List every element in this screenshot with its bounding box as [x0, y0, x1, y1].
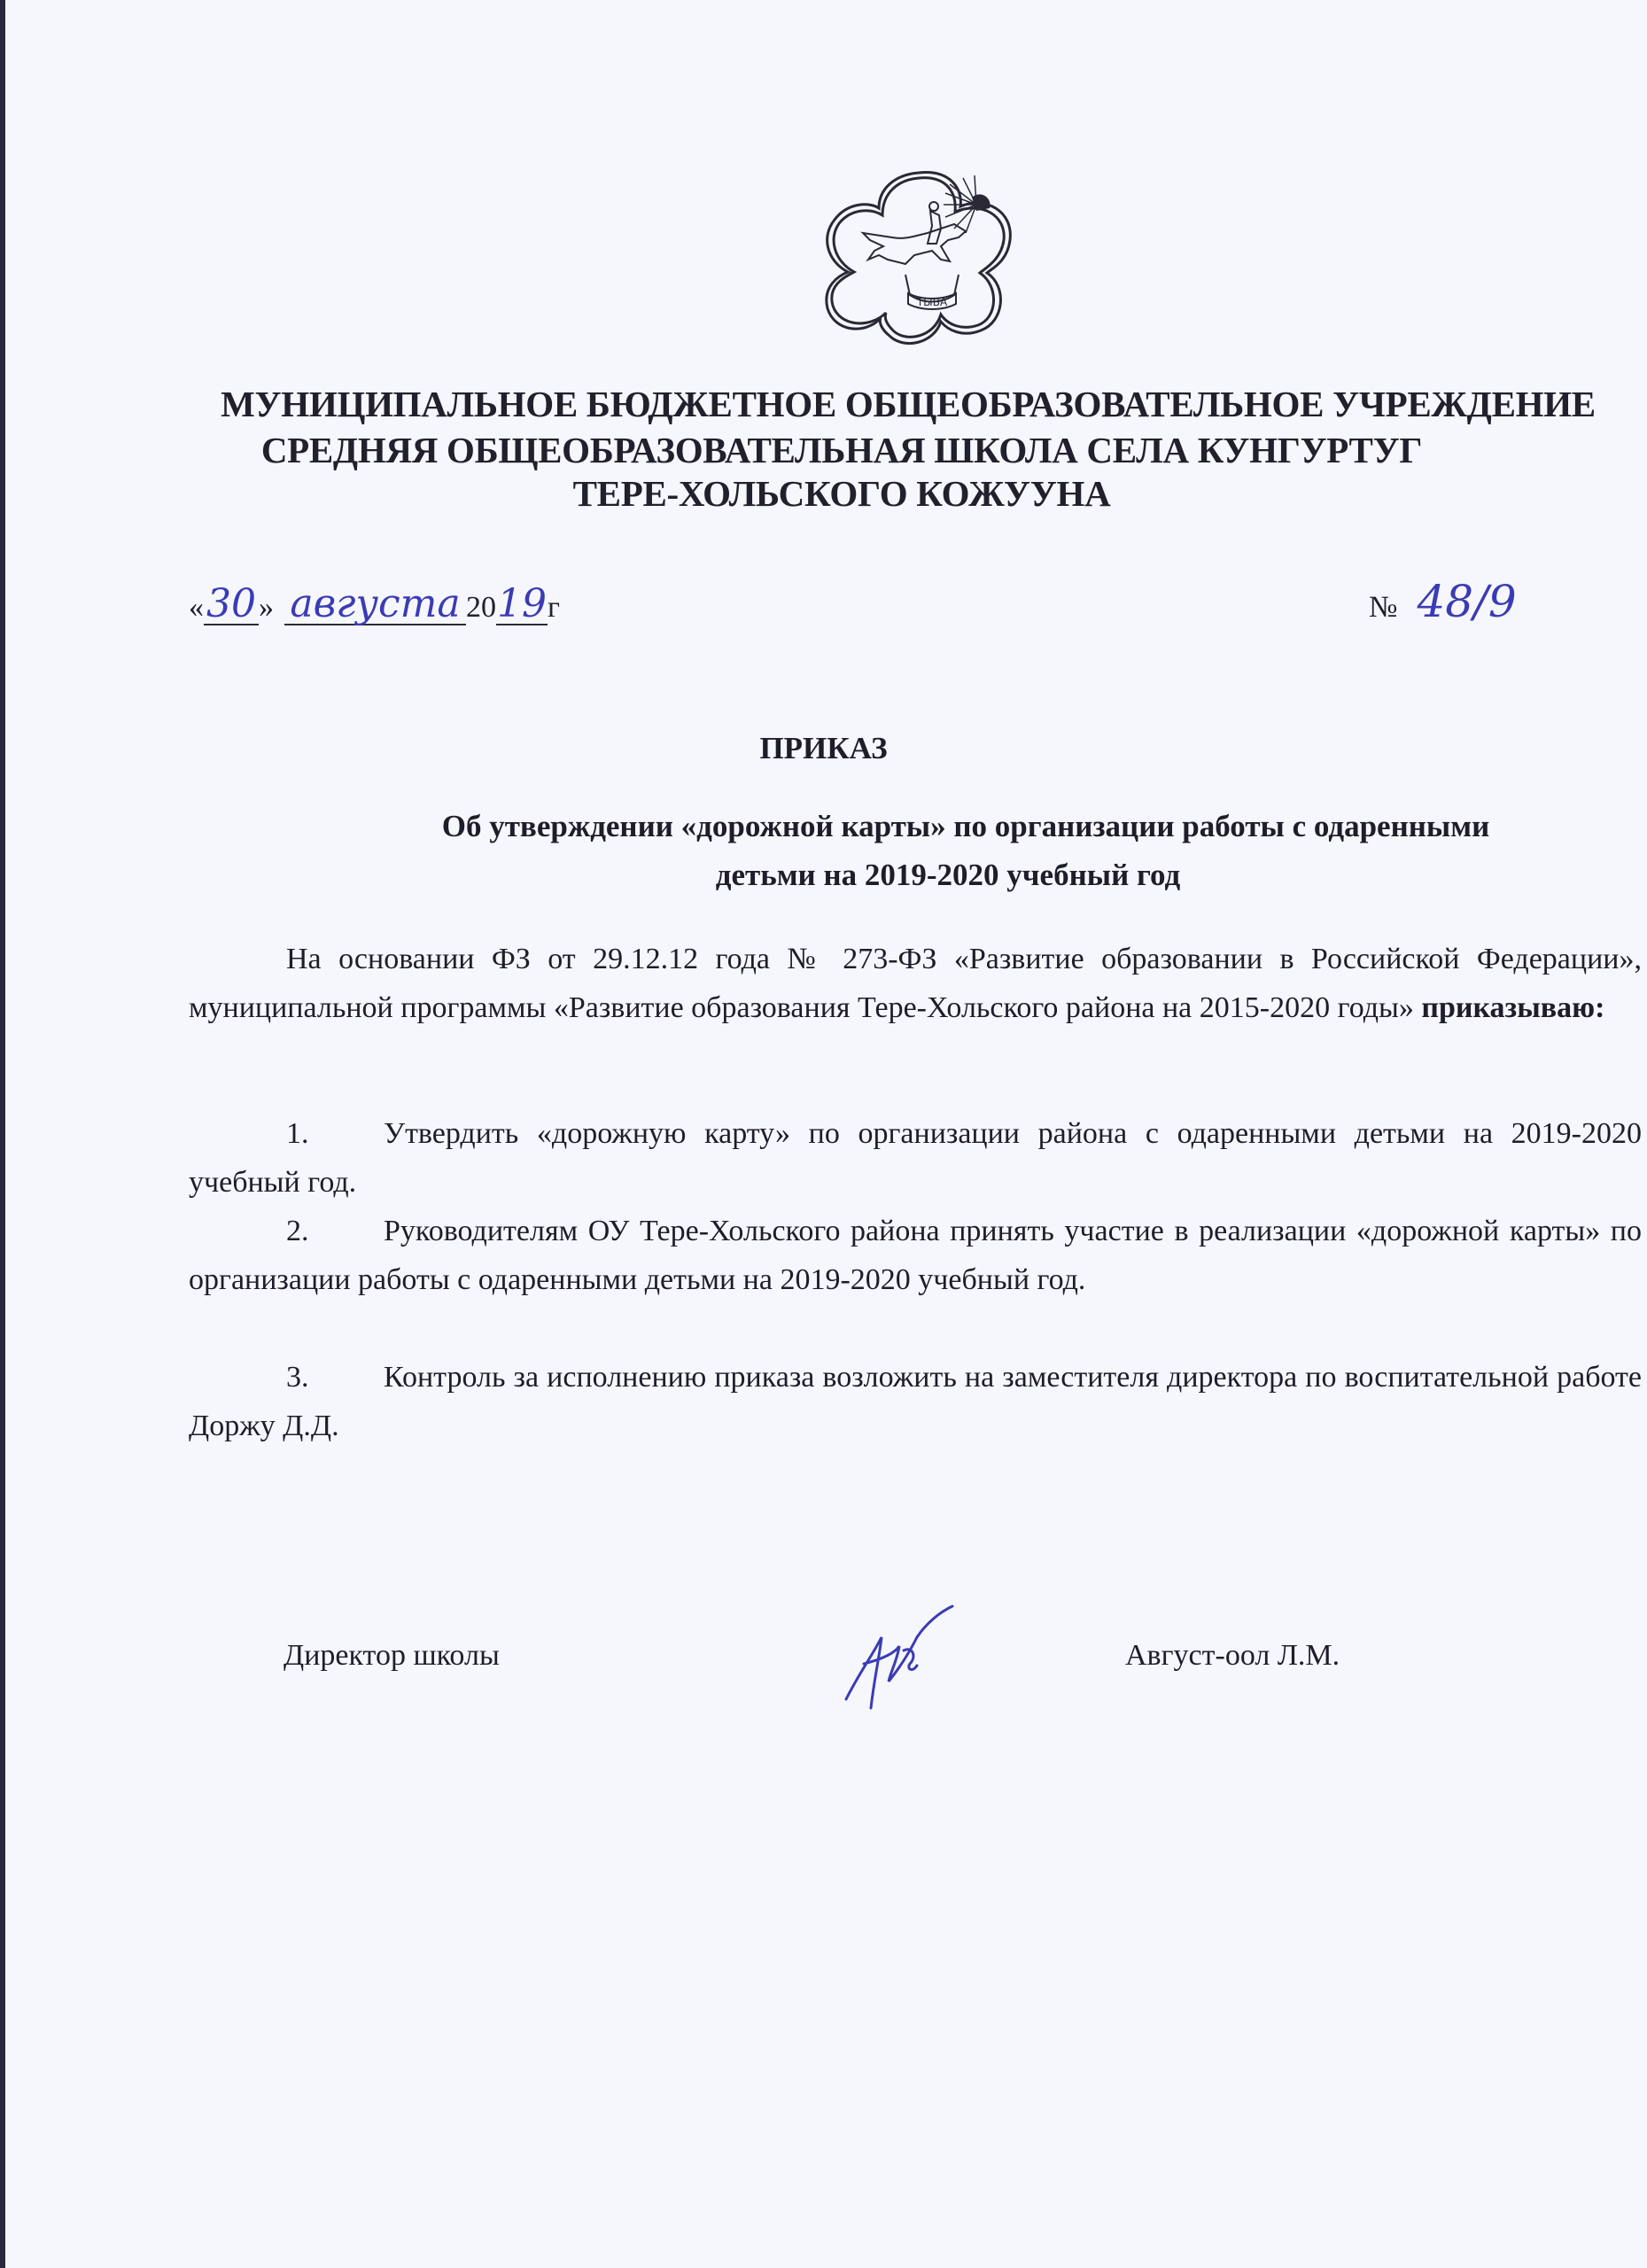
order-item: [189, 1353, 1642, 1450]
order-item-text: Утвердить «дорожную карту» по организации района с одаренными детьми на 2019-2020 учебный год.: [189, 1117, 1642, 1199]
order-item-number: 3.: [286, 1361, 309, 1394]
signatory-position: Директор школы: [284, 1639, 500, 1672]
order-item-number: 1.: [286, 1117, 309, 1150]
date-suffix: г: [548, 591, 560, 624]
order-item-number: 2.: [286, 1215, 309, 1247]
intro-emphasis: приказываю:: [1421, 991, 1605, 1024]
document-subtitle-line2: детьми на 2019-2020 учебный год: [715, 858, 1181, 892]
tyva-emblem-icon: [817, 162, 1021, 357]
school-header-line3: ТЕРЕ-ХОЛЬСКОГО КОЖУУНА: [572, 473, 1111, 514]
handwritten-signature-icon: [828, 1602, 970, 1717]
order-item: [189, 1109, 1642, 1207]
svg-text:ТЫВА: ТЫВА: [916, 296, 948, 308]
order-item-text: Контроль за исполнению приказа возложить на заместителя директора по воспитательной работе Доржу Д.Д.: [189, 1361, 1642, 1442]
date-day: 30: [204, 585, 259, 625]
signatory-name: Август-оол Л.М.: [1125, 1639, 1340, 1672]
school-header-line2: СРЕДНЯЯ ОБЩЕОБРАЗОВАТЕЛЬНАЯ ШКОЛА СЕЛА КУНГУРТУГ: [260, 430, 1423, 470]
order-item-text: Руководителям ОУ Тере-Хольского района принять участие в реализации «дорожной карты» по организации работы с одаренными детьми на 2019-2020 учебный год.: [189, 1215, 1642, 1296]
order-number-label: №: [1369, 591, 1398, 624]
order-number-value: 48/9: [1417, 576, 1517, 627]
date-century: 20: [466, 591, 496, 624]
date-open-quote: «: [189, 591, 204, 624]
intro-paragraph: [189, 935, 1642, 1032]
date-close-quote: »: [259, 591, 274, 624]
order-number: [1369, 576, 1517, 627]
order-date: [189, 581, 560, 626]
document-subtitle-line1: Об утверждении «дорожной карты» по организации работы с одаренными: [441, 809, 1490, 843]
school-header-line1: МУНИЦИПАЛЬНОЕ БЮДЖЕТНОЕ ОБЩЕОБРАЗОВАТЕЛЬНОЕ УЧРЕЖДЕНИЕ: [221, 384, 1596, 424]
order-item: [189, 1207, 1642, 1304]
date-year: 19: [497, 581, 547, 626]
document-title: ПРИКАЗ: [759, 731, 888, 765]
intro-text: На основании ФЗ от 29.12.12 года № 273-ФЗ «Развитие образовании в Российской Федерации», муниципальной программы «Развитие образования Тере-Хольского района на 2015-2020 годы»: [189, 943, 1642, 1024]
date-month: августа: [284, 585, 466, 625]
